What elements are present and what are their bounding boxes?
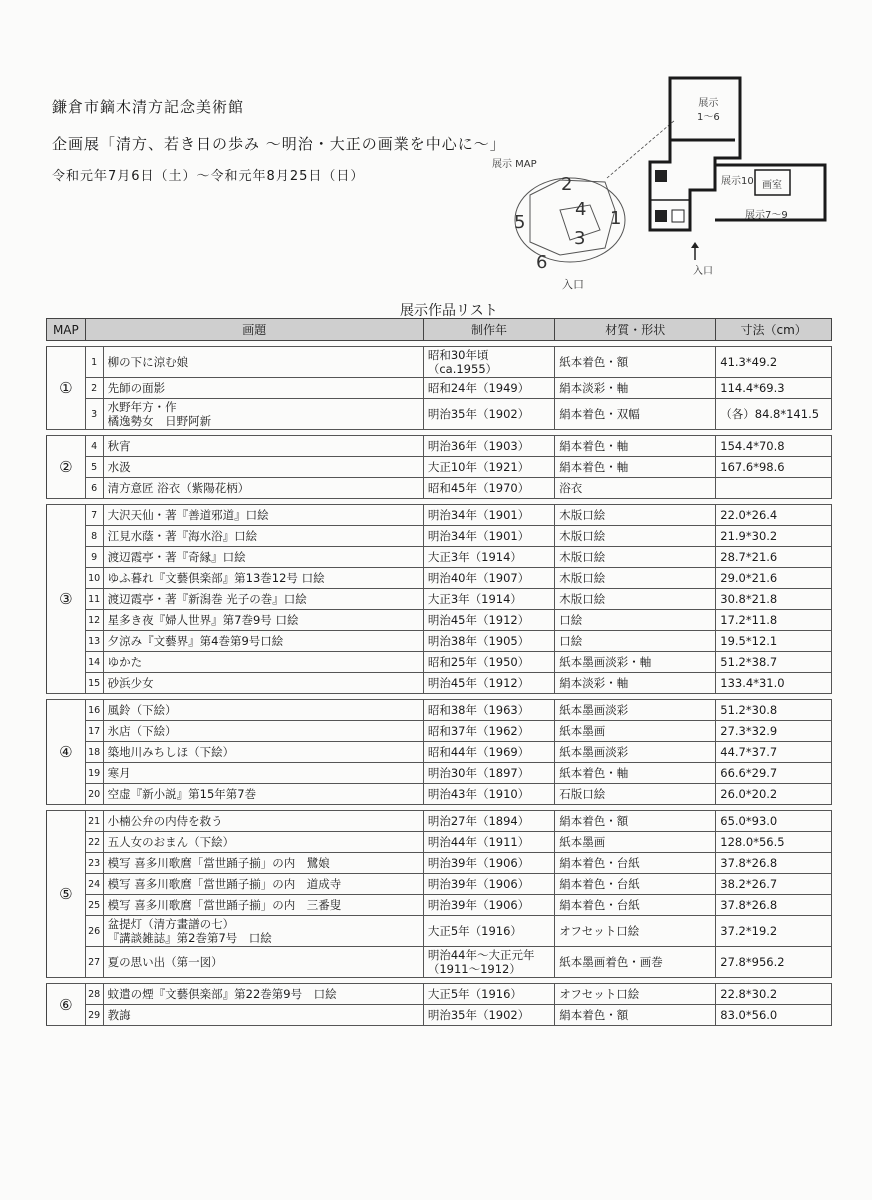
- item-year: 明治45年（1912）: [423, 673, 554, 694]
- item-year: 明治40年（1907）: [423, 568, 554, 589]
- item-year: 明治39年（1906）: [423, 853, 554, 874]
- item-size: 167.6*98.6: [716, 457, 832, 478]
- item-size: 154.4*70.8: [716, 436, 832, 457]
- room-number-6: 6: [536, 252, 548, 273]
- item-title: 寒月: [103, 763, 423, 784]
- table-row: [47, 347, 832, 378]
- table-row: [47, 526, 832, 547]
- item-number: 4: [85, 436, 103, 457]
- item-material: オフセット口絵: [555, 984, 716, 1005]
- item-number: 7: [85, 505, 103, 526]
- item-year: 明治39年（1906）: [423, 895, 554, 916]
- table-row: [47, 853, 832, 874]
- table-row: [47, 457, 832, 478]
- item-material: 木版口絵: [555, 568, 716, 589]
- item-title: 先師の面影: [103, 378, 423, 399]
- table-row: [47, 832, 832, 853]
- table-row: [47, 784, 832, 805]
- item-year: 昭和24年（1949）: [423, 378, 554, 399]
- building-plan: [650, 78, 825, 230]
- item-year: 明治43年（1910）: [423, 784, 554, 805]
- item-size: 17.2*11.8: [716, 610, 832, 631]
- item-material: 紙本墨画: [555, 832, 716, 853]
- item-material: 紙本墨画淡彩: [555, 700, 716, 721]
- item-number: 11: [85, 589, 103, 610]
- table-row: [47, 610, 832, 631]
- item-number: 19: [85, 763, 103, 784]
- item-year: 明治35年（1902）: [423, 399, 554, 430]
- exhibition-title: 企画展「清方、若き日の歩み ～明治・大正の画業を中心に～」: [52, 135, 506, 153]
- item-year: 昭和25年（1950）: [423, 652, 554, 673]
- table-row: [47, 811, 832, 832]
- item-material: 紙本墨画淡彩: [555, 742, 716, 763]
- item-year: 明治34年（1901）: [423, 505, 554, 526]
- room-number-3: 3: [574, 228, 586, 249]
- map-marker: ⑥: [47, 984, 86, 1026]
- item-number: 9: [85, 547, 103, 568]
- item-number: 6: [85, 478, 103, 499]
- item-title: 渡辺霞亭・著『奇縁』口絵: [103, 547, 423, 568]
- item-year: 大正3年（1914）: [423, 547, 554, 568]
- item-material: 絹本着色・額: [555, 811, 716, 832]
- item-size: 21.9*30.2: [716, 526, 832, 547]
- item-size: 22.0*26.4: [716, 505, 832, 526]
- item-size: 114.4*69.3: [716, 378, 832, 399]
- item-number: 20: [85, 784, 103, 805]
- item-title: 柳の下に涼む娘: [103, 347, 423, 378]
- table-row: [47, 568, 832, 589]
- item-size: 37.8*26.8: [716, 895, 832, 916]
- table-row: [47, 984, 832, 1005]
- col-year: 制作年: [423, 319, 554, 341]
- item-size: 37.8*26.8: [716, 853, 832, 874]
- room-number-4: 4: [575, 199, 587, 220]
- item-size: 28.7*21.6: [716, 547, 832, 568]
- table-row: [47, 589, 832, 610]
- item-size: （各）84.8*141.5: [716, 399, 832, 430]
- studio-label: 画室: [762, 180, 782, 191]
- item-material: 木版口絵: [555, 589, 716, 610]
- table-row: [47, 399, 832, 430]
- item-title: 蚊遣の煙『文藝倶楽部』第22巻第9号 口絵: [103, 984, 423, 1005]
- item-year: 明治44年～大正元年 （1911～1912）: [423, 947, 554, 978]
- item-year: 明治30年（1897）: [423, 763, 554, 784]
- table-row: [47, 763, 832, 784]
- item-title: 模写 喜多川歌麿「當世踊子揃」の内 鷺娘: [103, 853, 423, 874]
- item-number: 28: [85, 984, 103, 1005]
- item-title: 夏の思い出（第一図）: [103, 947, 423, 978]
- item-material: 絹本着色・額: [555, 1005, 716, 1026]
- map-marker: ②: [47, 436, 86, 499]
- item-number: 2: [85, 378, 103, 399]
- item-title: 盆提灯（清方畫譜の七） 『講談雑誌』第2巻第7号 口絵: [103, 916, 423, 947]
- item-size: 51.2*38.7: [716, 652, 832, 673]
- table-row: [47, 378, 832, 399]
- item-size: 83.0*56.0: [716, 1005, 832, 1026]
- item-number: 23: [85, 853, 103, 874]
- item-year: 明治38年（1905）: [423, 631, 554, 652]
- item-material: 木版口絵: [555, 505, 716, 526]
- item-title: 水汲: [103, 457, 423, 478]
- col-title: 画題: [85, 319, 423, 341]
- item-title: 渡辺霞亭・著『新潟巻 光子の巻』口絵: [103, 589, 423, 610]
- item-size: 27.3*32.9: [716, 721, 832, 742]
- item-material: 口絵: [555, 610, 716, 631]
- item-number: 8: [85, 526, 103, 547]
- item-material: 浴衣: [555, 478, 716, 499]
- entrance-label: 入口: [562, 278, 584, 291]
- item-number: 26: [85, 916, 103, 947]
- item-year: 明治36年（1903）: [423, 436, 554, 457]
- table-row: [47, 631, 832, 652]
- item-year: 明治27年（1894）: [423, 811, 554, 832]
- item-title: 秋宵: [103, 436, 423, 457]
- table-row: [47, 916, 832, 947]
- room-1-6-label: 展示 1～6: [697, 98, 720, 123]
- item-title: 氷店（下絵）: [103, 721, 423, 742]
- entrance-label-2: 入口: [693, 266, 713, 277]
- item-size: [716, 478, 832, 499]
- table-body: [47, 341, 832, 1026]
- item-year: 大正5年（1916）: [423, 984, 554, 1005]
- item-year: 昭和30年頃（ca.1955）: [423, 347, 554, 378]
- item-number: 10: [85, 568, 103, 589]
- table-row: [47, 1005, 832, 1026]
- item-year: 昭和45年（1970）: [423, 478, 554, 499]
- room-number-5: 5: [514, 212, 526, 233]
- item-number: 14: [85, 652, 103, 673]
- map-marker: ③: [47, 505, 86, 694]
- item-title: 星多き夜『婦人世界』第7巻9号 口絵: [103, 610, 423, 631]
- col-material: 材質・形状: [555, 319, 716, 341]
- item-year: 明治39年（1906）: [423, 874, 554, 895]
- map-marker: ①: [47, 347, 86, 430]
- item-title: ゆかた: [103, 652, 423, 673]
- item-title: 砂浜少女: [103, 673, 423, 694]
- item-number: 3: [85, 399, 103, 430]
- item-material: 紙本着色・軸: [555, 763, 716, 784]
- item-year: 大正10年（1921）: [423, 457, 554, 478]
- room-number-1: 1: [610, 208, 622, 229]
- item-title: 夕涼み『文藝界』第4巻第9号口絵: [103, 631, 423, 652]
- item-material: 絹本着色・双幅: [555, 399, 716, 430]
- table-row: [47, 673, 832, 694]
- table-row: [47, 721, 832, 742]
- item-size: 128.0*56.5: [716, 832, 832, 853]
- item-title: 水野年方・作 橘逸勢女 日野阿新: [103, 399, 423, 430]
- room-10-label: 展示10: [721, 176, 754, 187]
- item-material: 絹本着色・台紙: [555, 874, 716, 895]
- item-title: 風鈴（下絵）: [103, 700, 423, 721]
- col-size: 寸法（cm）: [716, 319, 832, 341]
- item-material: 口絵: [555, 631, 716, 652]
- table-row: [47, 742, 832, 763]
- item-size: 133.4*31.0: [716, 673, 832, 694]
- item-size: 44.7*37.7: [716, 742, 832, 763]
- item-number: 18: [85, 742, 103, 763]
- item-title: 清方意匠 浴衣（紫陽花柄）: [103, 478, 423, 499]
- item-size: 51.2*30.8: [716, 700, 832, 721]
- item-size: 30.8*21.8: [716, 589, 832, 610]
- item-year: 大正5年（1916）: [423, 916, 554, 947]
- item-year: 昭和38年（1963）: [423, 700, 554, 721]
- museum-name: 鎌倉市鏑木清方記念美術館: [52, 98, 245, 116]
- item-title: 模写 喜多川歌麿「當世踊子揃」の内 三番叟: [103, 895, 423, 916]
- exhibition-period: 令和元年7月6日（土）～令和元年8月25日（日）: [52, 169, 365, 184]
- table-row: [47, 874, 832, 895]
- table-row: [47, 478, 832, 499]
- item-material: 木版口絵: [555, 547, 716, 568]
- item-material: 木版口絵: [555, 526, 716, 547]
- item-title: 江見水蔭・著『海水浴』口絵: [103, 526, 423, 547]
- item-year: 明治35年（1902）: [423, 1005, 554, 1026]
- item-material: 絹本淡彩・軸: [555, 673, 716, 694]
- item-size: 27.8*956.2: [716, 947, 832, 978]
- item-size: 26.0*20.2: [716, 784, 832, 805]
- item-title: 大沢天仙・著『善道邪道』口絵: [103, 505, 423, 526]
- item-size: 22.8*30.2: [716, 984, 832, 1005]
- item-number: 21: [85, 811, 103, 832]
- item-material: 石版口絵: [555, 784, 716, 805]
- table-row: [47, 700, 832, 721]
- item-year: 昭和44年（1969）: [423, 742, 554, 763]
- item-year: 明治44年（1911）: [423, 832, 554, 853]
- item-year: 明治34年（1901）: [423, 526, 554, 547]
- item-material: 絹本着色・台紙: [555, 853, 716, 874]
- item-title: 模写 喜多川歌麿「當世踊子揃」の内 道成寺: [103, 874, 423, 895]
- item-title: 築地川みちしほ（下絵）: [103, 742, 423, 763]
- item-number: 25: [85, 895, 103, 916]
- item-material: 絹本着色・軸: [555, 457, 716, 478]
- item-title: 小楠公弁の内侍を救う: [103, 811, 423, 832]
- item-year: 明治45年（1912）: [423, 610, 554, 631]
- table-row: [47, 947, 832, 978]
- item-number: 16: [85, 700, 103, 721]
- item-year: 昭和37年（1962）: [423, 721, 554, 742]
- item-number: 17: [85, 721, 103, 742]
- table-row: [47, 436, 832, 457]
- map-marker: ④: [47, 700, 86, 805]
- item-number: 15: [85, 673, 103, 694]
- item-material: 絹本着色・台紙: [555, 895, 716, 916]
- room-7-9-label: 展示7～9: [745, 210, 788, 221]
- item-number: 22: [85, 832, 103, 853]
- table-row: [47, 895, 832, 916]
- item-size: 29.0*21.6: [716, 568, 832, 589]
- item-number: 1: [85, 347, 103, 378]
- item-material: 絹本淡彩・軸: [555, 378, 716, 399]
- item-size: 38.2*26.7: [716, 874, 832, 895]
- item-title: 教誨: [103, 1005, 423, 1026]
- item-number: 12: [85, 610, 103, 631]
- item-size: 41.3*49.2: [716, 347, 832, 378]
- item-size: 37.2*19.2: [716, 916, 832, 947]
- item-number: 13: [85, 631, 103, 652]
- item-number: 29: [85, 1005, 103, 1026]
- item-material: オフセット口絵: [555, 916, 716, 947]
- item-material: 紙本墨画淡彩・軸: [555, 652, 716, 673]
- item-material: 紙本墨画: [555, 721, 716, 742]
- map-caption: 展示 MAP: [492, 159, 537, 170]
- item-title: 五人女のおまん（下絵）: [103, 832, 423, 853]
- item-number: 24: [85, 874, 103, 895]
- table-row: [47, 547, 832, 568]
- item-title: ゆふ暮れ『文藝倶楽部』第13巻12号 口絵: [103, 568, 423, 589]
- col-map: MAP: [47, 319, 86, 341]
- map-marker: ⑤: [47, 811, 86, 978]
- item-material: 絹本着色・軸: [555, 436, 716, 457]
- item-material: 紙本墨画着色・画巻: [555, 947, 716, 978]
- item-number: 5: [85, 457, 103, 478]
- item-title: 空虚『新小説』第15年第7巻: [103, 784, 423, 805]
- room-number-2: 2: [561, 174, 573, 195]
- item-size: 66.6*29.7: [716, 763, 832, 784]
- table-header: [47, 319, 832, 341]
- table-row: [47, 652, 832, 673]
- list-title: 展示作品リスト: [400, 303, 498, 319]
- item-size: 65.0*93.0: [716, 811, 832, 832]
- item-number: 27: [85, 947, 103, 978]
- item-material: 紙本着色・額: [555, 347, 716, 378]
- item-size: 19.5*12.1: [716, 631, 832, 652]
- artwork-table: [46, 318, 832, 1026]
- table-row: [47, 505, 832, 526]
- item-year: 大正3年（1914）: [423, 589, 554, 610]
